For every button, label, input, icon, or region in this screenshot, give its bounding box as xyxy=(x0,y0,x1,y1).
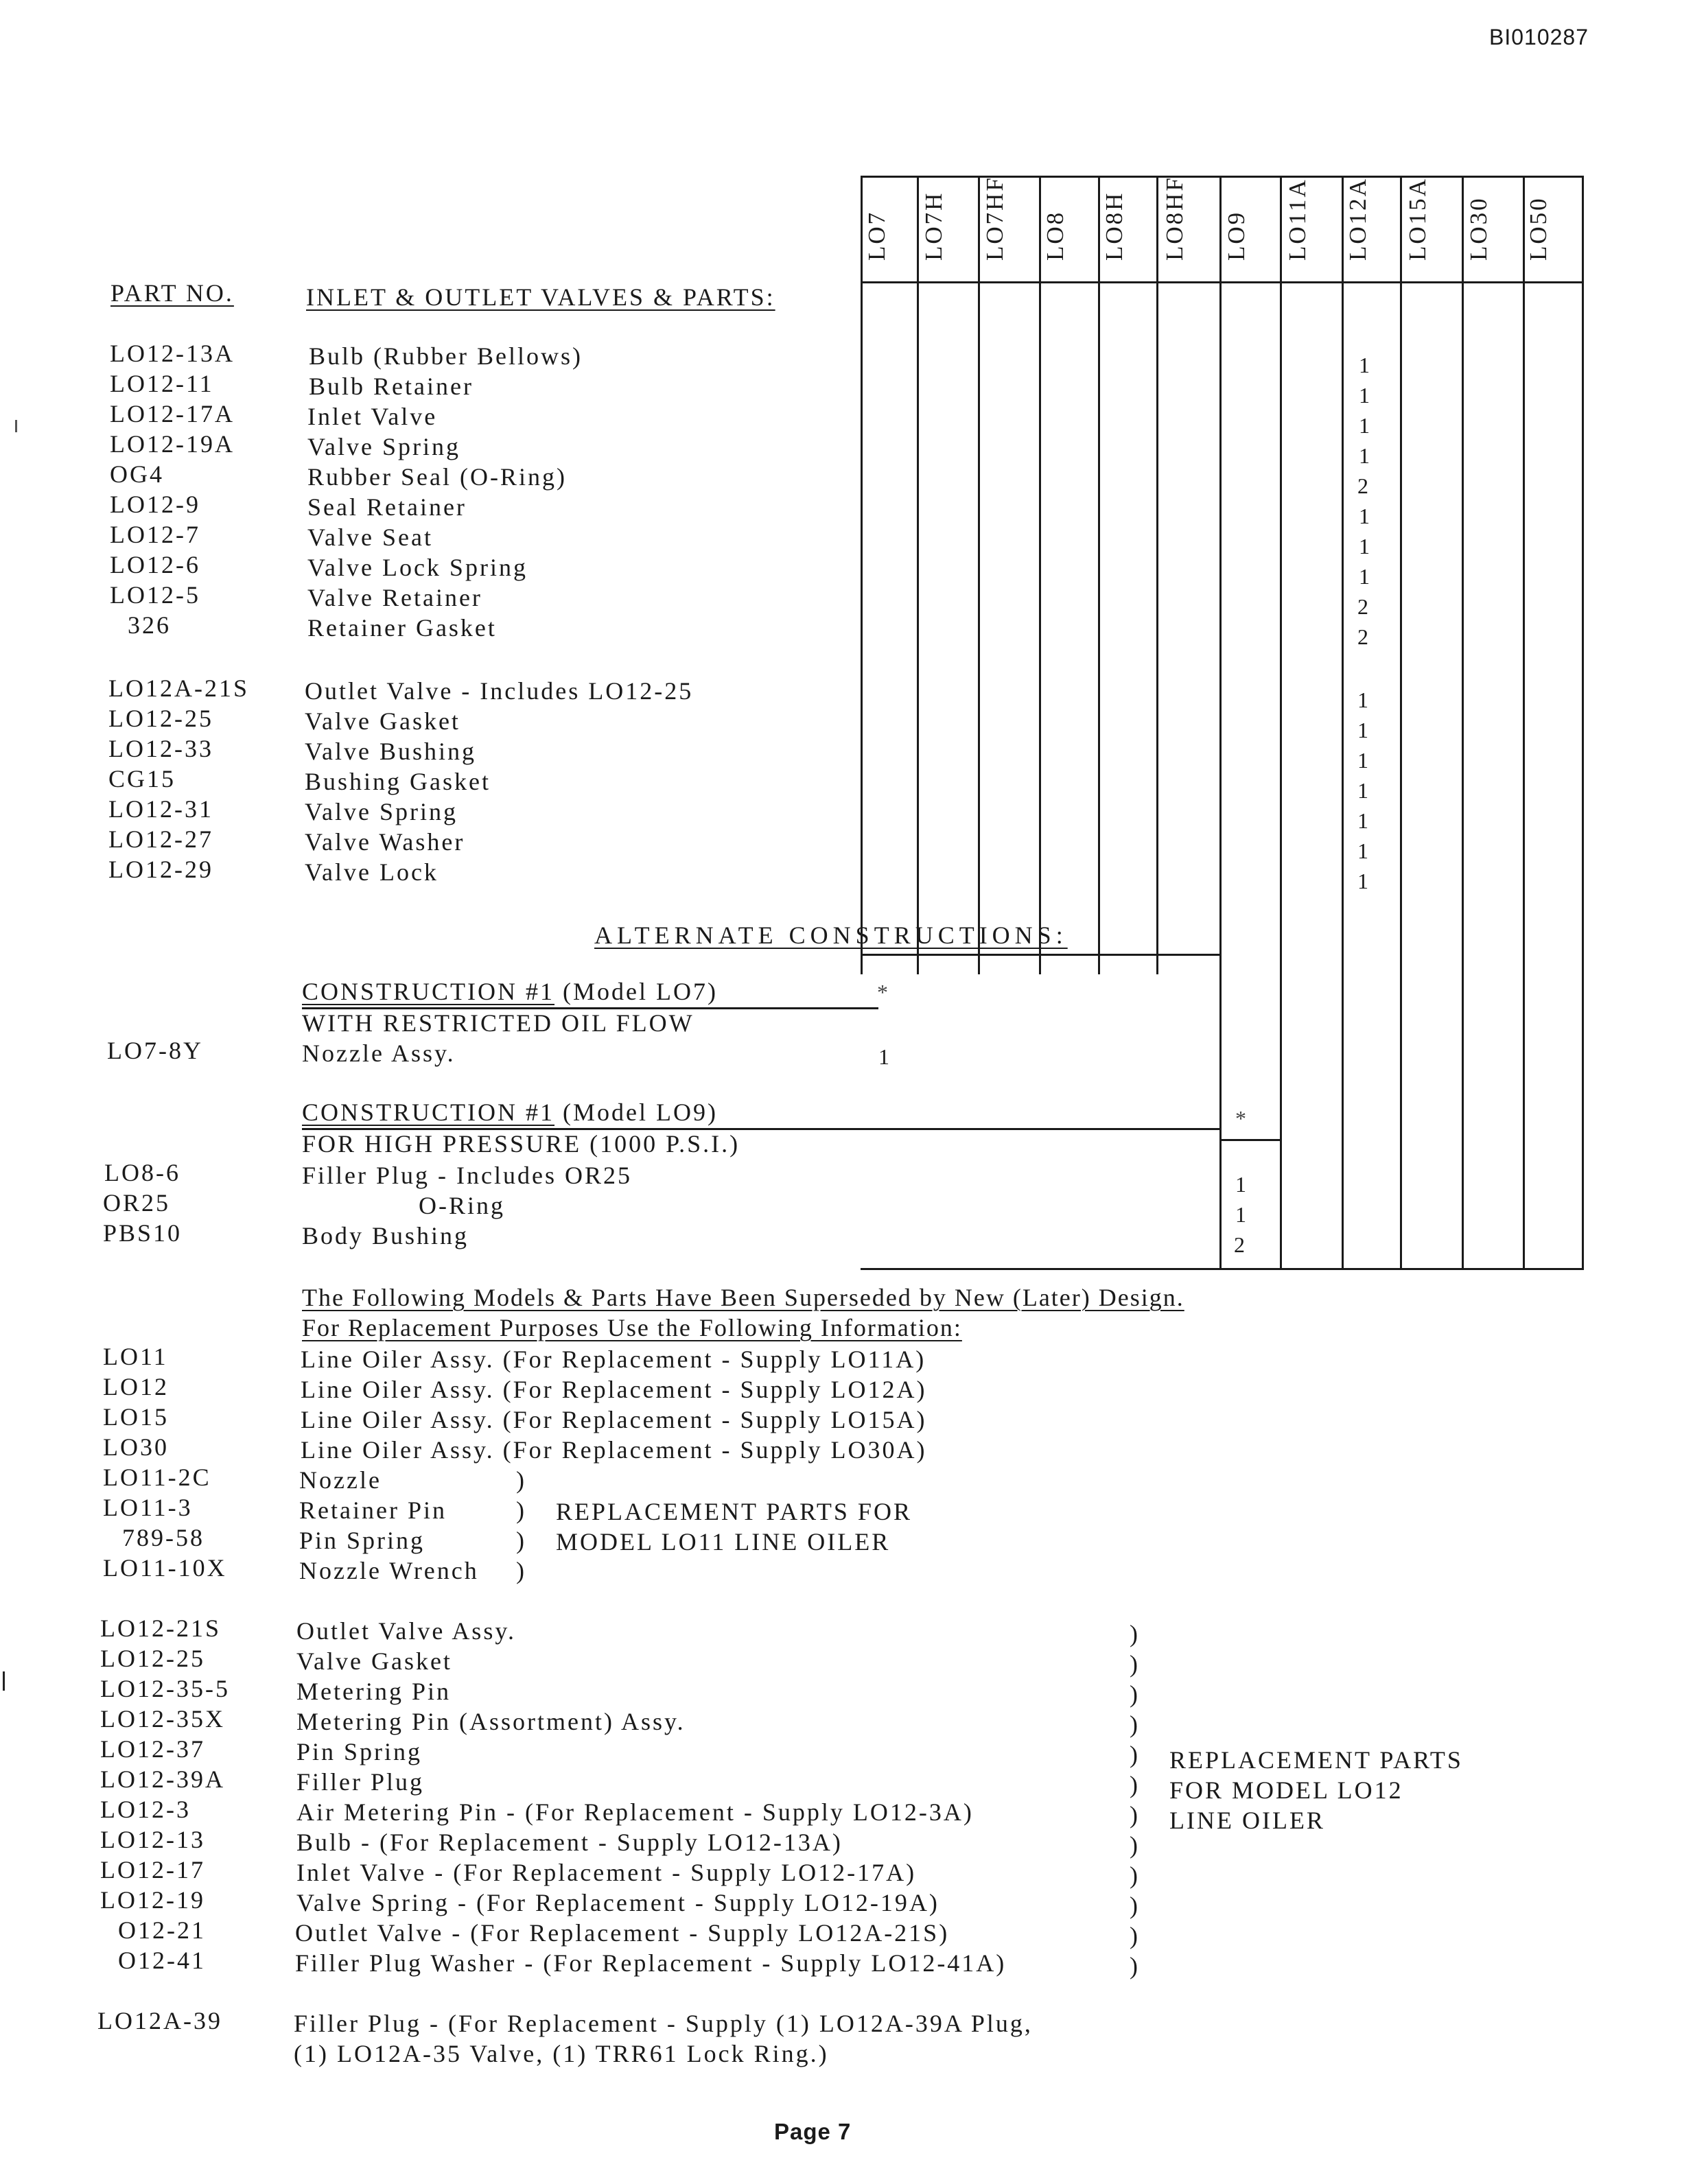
part-description: Filler Plug - (For Replacement - Supply (1) LO12A-39A Plug, xyxy=(294,2010,1033,2037)
column-header-lo11a: LO11A xyxy=(1284,178,1311,261)
part-description: Valve Washer xyxy=(305,828,465,856)
part-description: Nozzle xyxy=(299,1466,382,1494)
part-description: Retainer Gasket xyxy=(307,614,497,642)
part-number: LO12-17 xyxy=(100,1856,205,1883)
part-number: LO12-13 xyxy=(100,1826,205,1853)
quantity: 1 xyxy=(1359,413,1370,438)
column-header-lo7h: LO7H xyxy=(920,191,947,261)
column-header-lo8h: LO8H xyxy=(1101,191,1128,261)
part-description: Pin Spring xyxy=(299,1527,425,1554)
part-description: Valve Seat xyxy=(307,524,433,551)
quantity: 1 xyxy=(1357,869,1368,893)
lo12-note: LINE OILER xyxy=(1169,1807,1325,1834)
column-header-lo8: LO8 xyxy=(1042,210,1068,261)
column-header-lo15a: LO15A xyxy=(1404,177,1431,261)
asterisk-mark: * xyxy=(1235,1106,1246,1131)
part-description: Inlet Valve - (For Replacement - Supply LO12-17A) xyxy=(296,1859,917,1886)
part-number: LO12-25 xyxy=(108,705,213,732)
lo11-note: REPLACEMENT PARTS FOR xyxy=(556,1498,912,1525)
column-header-lo7hf: LO7HF xyxy=(981,176,1008,261)
bracket-mark: ) xyxy=(1130,1620,1140,1647)
part-description: Outlet Valve Assy. xyxy=(296,1617,516,1645)
part-number: LO12-7 xyxy=(110,521,200,548)
part-description: Metering Pin (Assortment) Assy. xyxy=(296,1708,686,1735)
part-number: LO30 xyxy=(103,1433,169,1461)
part-description: Filler Plug xyxy=(296,1768,425,1796)
quantity: 1 xyxy=(1357,718,1368,742)
bracket-mark: ) xyxy=(1130,1771,1140,1798)
part-number: LO11-3 xyxy=(103,1494,193,1521)
part-description: Body Bushing xyxy=(302,1222,469,1249)
bracket-mark: ) xyxy=(1130,1831,1140,1859)
bracket-mark: ) xyxy=(1130,1892,1140,1919)
part-description: Line Oiler Assy. (For Replacement - Supply LO11A) xyxy=(301,1346,926,1373)
bracket-mark: ) xyxy=(516,1496,526,1524)
part-number: LO15 xyxy=(103,1403,169,1431)
quantity: 1 xyxy=(1359,504,1370,528)
quantity: 2 xyxy=(1357,473,1368,498)
part-description: Line Oiler Assy. (For Replacement - Supply LO15A) xyxy=(301,1406,927,1433)
part-number: LO12-27 xyxy=(108,825,213,853)
quantity: 2 xyxy=(1357,594,1368,619)
part-description: Retainer Pin xyxy=(299,1496,447,1524)
quantity: 1 xyxy=(1235,1202,1246,1227)
part-number: LO12-25 xyxy=(100,1645,205,1672)
part-description: Bulb - (For Replacement - Supply LO12-13A) xyxy=(296,1829,843,1856)
part-description: (1) LO12A-35 Valve, (1) TRR61 Lock Ring.) xyxy=(294,2040,829,2067)
part-description: Valve Bushing xyxy=(305,738,476,765)
quantity: 1 xyxy=(1359,564,1370,589)
column-header-lo7: LO7 xyxy=(863,210,890,261)
bracket-mark: ) xyxy=(1130,1680,1140,1708)
quantity: 1 xyxy=(878,1044,889,1069)
quantity: 1 xyxy=(1357,838,1368,863)
part-description: Metering Pin xyxy=(296,1678,451,1705)
column-header-lo8hf: LO8HF xyxy=(1161,176,1188,261)
part-number: LO11-10X xyxy=(103,1554,227,1582)
bracket-mark: ) xyxy=(1130,1711,1140,1738)
part-description: Filler Plug - Includes OR25 xyxy=(302,1162,632,1189)
part-number: O12-41 xyxy=(118,1947,206,1974)
section-heading: INLET & OUTLET VALVES & PARTS: xyxy=(306,283,775,311)
part-number: LO12-31 xyxy=(108,795,213,823)
margin-mark xyxy=(3,1671,5,1691)
part-description: Outlet Valve - (For Replacement - Supply LO12A-21S) xyxy=(295,1919,950,1947)
part-description: Nozzle Wrench xyxy=(299,1557,479,1584)
part-description: Pin Spring xyxy=(296,1738,423,1765)
margin-mark xyxy=(15,420,17,432)
part-number: LO7-8Y xyxy=(107,1037,203,1064)
quantity: 1 xyxy=(1357,688,1368,712)
part-description: Seal Retainer xyxy=(307,493,467,521)
part-number: LO12-37 xyxy=(100,1735,205,1763)
part-description: Nozzle Assy. xyxy=(302,1040,456,1067)
part-description: Valve Gasket xyxy=(305,707,460,735)
part-description: Filler Plug Washer - (For Replacement - Supply LO12-41A) xyxy=(295,1949,1007,1977)
part-description: Valve Spring - (For Replacement - Supply LO12-19A) xyxy=(296,1889,939,1916)
quantity: 1 xyxy=(1235,1172,1246,1197)
part-number: CG15 xyxy=(108,765,176,792)
bracket-mark: ) xyxy=(1130,1922,1140,1949)
part-number: LO12-19A xyxy=(110,430,235,458)
column-header-lo9: LO9 xyxy=(1223,210,1250,261)
quantity: 1 xyxy=(1357,778,1368,803)
lo12-note: FOR MODEL LO12 xyxy=(1169,1776,1403,1804)
part-number: LO11-2C xyxy=(103,1464,211,1491)
part-description: Air Metering Pin - (For Replacement - Supply LO12-3A) xyxy=(296,1798,974,1826)
part-description: Rubber Seal (O-Ring) xyxy=(307,463,567,491)
part-number: 789-58 xyxy=(122,1524,205,1551)
bracket-mark: ) xyxy=(1130,1741,1140,1768)
part-description: Bulb (Rubber Bellows) xyxy=(309,342,583,370)
column-header-lo12a: LO12A xyxy=(1344,177,1371,261)
part-number: LO12-21S xyxy=(100,1614,221,1642)
construction-subtitle: FOR HIGH PRESSURE (1000 P.S.I.) xyxy=(302,1130,740,1158)
part-number: LO12-33 xyxy=(108,735,213,762)
column-header-lo50: LO50 xyxy=(1525,196,1552,261)
asterisk-mark: * xyxy=(877,980,888,1005)
quantity: 2 xyxy=(1234,1232,1245,1257)
part-number: LO12-9 xyxy=(110,491,200,518)
part-number: O12-21 xyxy=(118,1916,206,1944)
part-description: Outlet Valve - Includes LO12-25 xyxy=(305,677,694,705)
part-number: PBS10 xyxy=(103,1219,183,1247)
part-description: Bushing Gasket xyxy=(305,768,491,795)
part-number: LO12-5 xyxy=(110,581,200,609)
part-number: OR25 xyxy=(103,1189,171,1217)
part-description: Valve Spring xyxy=(305,798,458,825)
bracket-mark: ) xyxy=(516,1557,526,1584)
part-number: LO12-3 xyxy=(100,1796,191,1823)
bracket-mark: ) xyxy=(1130,1952,1140,1980)
part-number: LO12A-21S xyxy=(108,674,249,702)
quantity: 2 xyxy=(1357,624,1368,649)
part-description: Valve Retainer xyxy=(307,584,482,611)
lo12-note: REPLACEMENT PARTS xyxy=(1169,1746,1463,1774)
part-number: LO12-6 xyxy=(110,551,200,578)
part-number: LO12-11 xyxy=(110,370,214,397)
bracket-mark: ) xyxy=(516,1466,526,1494)
part-description: Valve Lock Spring xyxy=(307,554,528,581)
part-number: LO8-6 xyxy=(104,1159,180,1186)
bracket-mark: ) xyxy=(516,1527,526,1554)
superseded-line-1: The Following Models & Parts Have Been Superseded by New (Later) Design. xyxy=(302,1284,1184,1311)
part-number: LO12A-39 xyxy=(97,2007,222,2034)
part-number: LO12-13A xyxy=(110,340,235,367)
part-description: Valve Lock xyxy=(305,858,439,886)
construction-subtitle: WITH RESTRICTED OIL FLOW xyxy=(302,1009,694,1037)
part-description: Line Oiler Assy. (For Replacement - Supply LO12A) xyxy=(301,1376,927,1403)
alternate-constructions-heading: ALTERNATE CONSTRUCTIONS: xyxy=(594,921,1068,949)
part-number: LO11 xyxy=(103,1343,168,1370)
part-description: Valve Gasket xyxy=(296,1647,452,1675)
quantity: 1 xyxy=(1357,808,1368,833)
part-number: LO12-19 xyxy=(100,1886,205,1914)
quantity: 1 xyxy=(1359,534,1370,559)
part-number: LO12-35-5 xyxy=(100,1675,230,1702)
document-id: BI010287 xyxy=(1489,25,1589,49)
part-description: Line Oiler Assy. (For Replacement - Supply LO30A) xyxy=(301,1436,927,1464)
page-number: Page 7 xyxy=(774,2119,852,2144)
construction-title: CONSTRUCTION #1 (Model LO9) xyxy=(302,1099,718,1126)
quantity: 1 xyxy=(1357,748,1368,773)
part-description: Inlet Valve xyxy=(307,403,438,430)
quantity: 1 xyxy=(1359,383,1370,408)
part-description: Bulb Retainer xyxy=(309,373,474,400)
quantity: 1 xyxy=(1359,443,1370,468)
part-number: 326 xyxy=(128,611,171,639)
superseded-line-2: For Replacement Purposes Use the Following Information: xyxy=(302,1314,962,1341)
part-number: OG4 xyxy=(110,460,164,488)
construction-title: CONSTRUCTION #1 (Model LO7) xyxy=(302,978,718,1005)
quantity: 1 xyxy=(1359,353,1370,377)
part-number: LO12 xyxy=(103,1373,169,1400)
part-number: LO12-29 xyxy=(108,856,213,883)
part-number: LO12-17A xyxy=(110,400,235,427)
bracket-mark: ) xyxy=(1130,1650,1140,1678)
part-number: LO12-39A xyxy=(100,1765,225,1793)
part-description: O-Ring xyxy=(419,1192,505,1219)
part-no-heading: PART NO. xyxy=(110,279,234,307)
bracket-mark: ) xyxy=(1130,1862,1140,1889)
lo11-note: MODEL LO11 LINE OILER xyxy=(556,1528,891,1555)
part-number: LO12-35X xyxy=(100,1705,225,1733)
bracket-mark: ) xyxy=(1130,1801,1140,1829)
column-header-lo30: LO30 xyxy=(1465,196,1492,261)
part-description: Valve Spring xyxy=(307,433,460,460)
